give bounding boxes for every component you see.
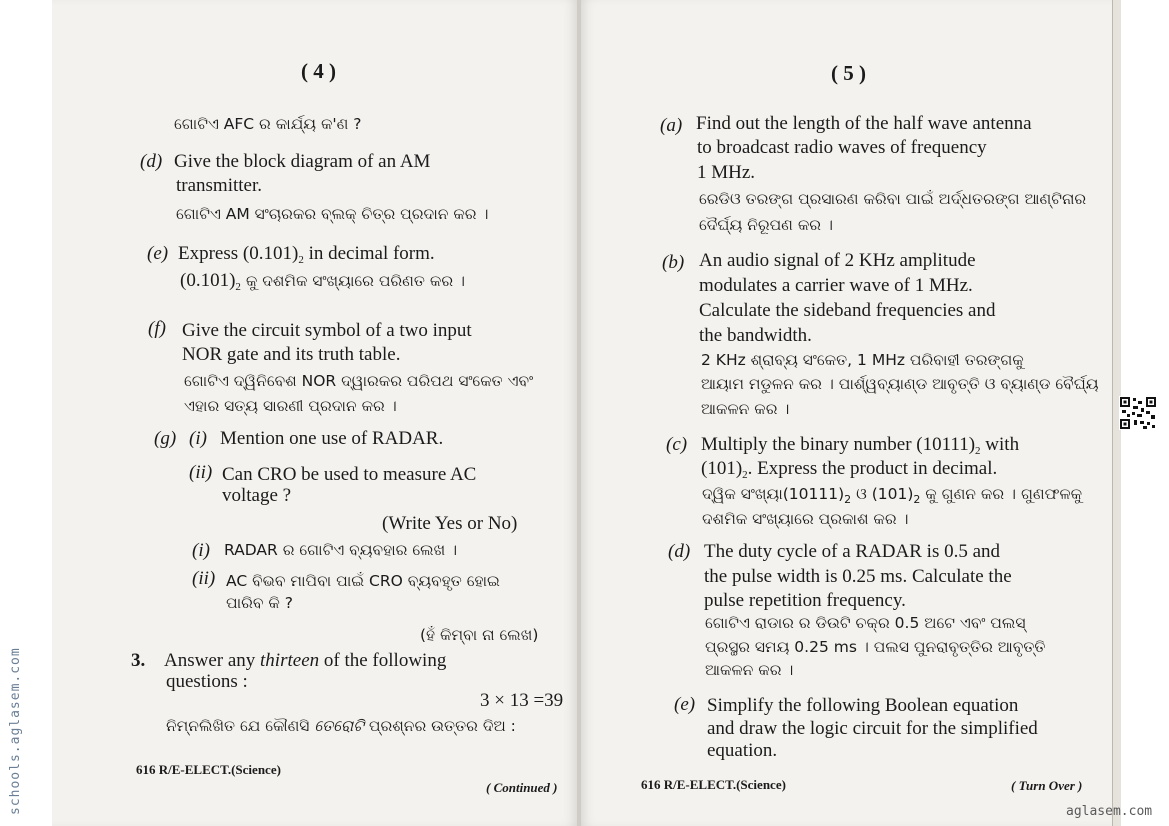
watermark-vertical: schools.aglasem.com [8,647,23,815]
q-d-line1: Give the block diagram of an AM [174,151,431,172]
r-a-label: (a) [660,115,683,136]
q-g-odia-ii-2: ପାରିବ କି ? [226,594,293,612]
q-d-odia: ଗୋଟିଏ AM ସଂଚାରକର ବ୍ଲକ୍ ଚିତ୍ର ପ୍ରଦାନ କର । [176,205,489,223]
q3-marks: 3 × 13 =39 [480,690,564,711]
q-f-line1: Give the circuit symbol of a two input [182,320,472,341]
r-a-odia2: ଦୈର୍ଘ୍ୟ ନିରୂପଣ କର । [699,216,833,234]
footer-turn-over: ( Turn Over ) [1011,778,1083,793]
r-b-line1: An audio signal of 2 KHz amplitude [699,250,976,271]
book-spine [577,0,581,826]
watermark-corner: aglasem.com [1066,804,1153,819]
q-f-line2: NOR gate and its truth table. [182,344,401,365]
footer-continued: ( Continued ) [486,780,558,795]
r-d-line3: pulse repetition frequency. [704,590,906,611]
q3-line1: Answer any thirteen of the following [164,650,447,671]
q-g-label: (g) [154,428,177,449]
footer-code-right: 616 R/E-ELECT.(Science) [641,777,786,792]
q-f-label: (f) [148,318,166,339]
q-g-ii-line2: voltage ? [222,485,292,506]
r-c-odia2: ଦଶମିକ ସଂଖ୍ୟାରେ ପ୍ରକାଶ କର । [702,510,909,528]
q-g-odia-note: (ହଁ କିମ୍ବା ନା ଲେଖ) [420,626,539,644]
r-e-label: (e) [674,694,696,715]
r-b-line3: Calculate the sideband frequencies and [699,300,996,321]
r-a-odia1: ରେଡିଓ ତରଙ୍ଗ ପ୍ରସାରଣ କରିବା ପାଇଁ ଅର୍ଦ୍ଧତରଙ୍ଗ ଆଣ୍ଟିନାର [699,190,1087,208]
q-e-odia: $(0.101)_2$ କୁ ଦଶମିକ ସଂଖ୍ୟାରେ ପରିଣତ କର । [180,270,465,293]
r-c-line2: $(101)_2$. Express the product in decimal. [701,458,998,481]
r-b-line4: the bandwidth. [699,325,812,346]
page-number-left: ( 4 ) [301,59,336,83]
page-number-right: ( 5 ) [831,61,866,85]
r-d-label: (d) [668,541,691,562]
qr-code-icon [1119,396,1157,430]
q-g-note: (Write Yes or No) [382,513,518,534]
q-f-odia2: ଏହାର ସତ୍ୟ ସାରଣୀ ପ୍ରଦାନ କର । [184,397,397,415]
footer-code-left: 616 R/E-ELECT.(Science) [136,762,281,777]
afc-question-odia: ଗୋଟିଏ AFC ର କାର୍ଯ୍ୟ କ'ଣ ? [174,115,362,133]
r-b-label: (b) [662,252,685,273]
r-b-odia2: ଆୟାମ ମଡୁଳନ କର । ପାର୍ଶ୍ୱବ୍ୟାଣ୍ଡ ଆବୃତ୍ତି ଓ ବ୍ୟାଣ୍ଡ ବୈର୍ଘ୍ୟ [701,375,1099,393]
q-g-odia-i-label: (i) [192,540,210,561]
q-e-line1: Express $(0.101)_2$ in decimal form. [178,243,435,266]
r-e-line3: equation. [707,740,778,761]
r-d-odia3: ଆକଳନ କର । [705,661,794,679]
r-d-odia1: ଗୋଟିଏ ରାଡାର ର ଡିଉଟି ଚକ୍ର 0.5 ଅଟେ ଏବଂ ପଲସ୍ [705,614,1026,632]
r-e-line2: and draw the logic circuit for the simplified [707,718,1038,739]
r-a-line3: 1 MHz. [697,162,756,183]
r-b-odia1: 2 KHz ଶ୍ରାବ୍ୟ ସଂକେତ, 1 MHz ପରିବାହୀ ତରଙ୍ଗକୁ [701,351,1024,369]
q-g-i-text: Mention one use of RADAR. [220,428,444,449]
r-d-line2: the pulse width is 0.25 ms. Calculate the [704,566,1012,587]
q-g-ii-line1: Can CRO be used to measure AC [222,464,477,485]
q3-odia: ନିମ୍ନଲିଖିତ ଯେ କୌଣସି ତେରୋଟି ପ୍ରଶ୍ନର ଉତ୍ତର ଦିଅ : [166,717,516,735]
q3-line2: questions : [166,671,248,692]
q-g-odia-i: RADAR ର ଗୋଟିଏ ବ୍ୟବହାର ଲେଖ । [224,541,458,559]
q-d-line2: transmitter. [176,175,263,196]
r-d-line1: The duty cycle of a RADAR is 0.5 and [704,541,1001,562]
r-c-odia1: ଦ୍ୱିକ $ସଂଖ୍ୟା(10111)_2$ ଓ $(101)_2$ କୁ ଗୁଣନ କର । ଗୁଣଫଳକୁ [702,485,1083,506]
q-g-i-label: (i) [189,428,207,449]
r-c-line1: Multiply the binary number $(10111)_2$ with [701,434,1020,457]
r-d-odia2: ପ୍ରସ୍ଥର ସମୟ 0.25 ms । ପଲସ ପୁନରାବୃତ୍ତିର ଆବୃତ୍ତି [705,638,1046,656]
q3-number: 3. [131,650,146,671]
r-a-line2: to broadcast radio waves of frequency [697,137,987,158]
r-b-odia3: ଆକଳନ କର । [701,400,790,418]
q-f-odia1: ଗୋଟିଏ ଦ୍ୱିନିବେଶ NOR ଦ୍ୱାରକର ପରିପଥ ସଂକେତ ଏବଂ [184,372,534,390]
r-b-line2: modulates a carrier wave of 1 MHz. [699,275,973,296]
q-g-odia-ii-label: (ii) [192,568,216,589]
q-g-ii-label: (ii) [189,462,213,483]
r-c-label: (c) [666,434,688,455]
q-e-label: (e) [147,243,169,264]
r-e-line1: Simplify the following Boolean equation [707,695,1019,716]
q-g-odia-ii-1: AC ବିଭବ ମାପିବା ପାଇଁ CRO ବ୍ୟବହୃତ ହୋଇ [226,572,500,590]
r-a-line1: Find out the length of the half wave antenna [696,113,1032,134]
q-d-label: (d) [140,151,163,172]
